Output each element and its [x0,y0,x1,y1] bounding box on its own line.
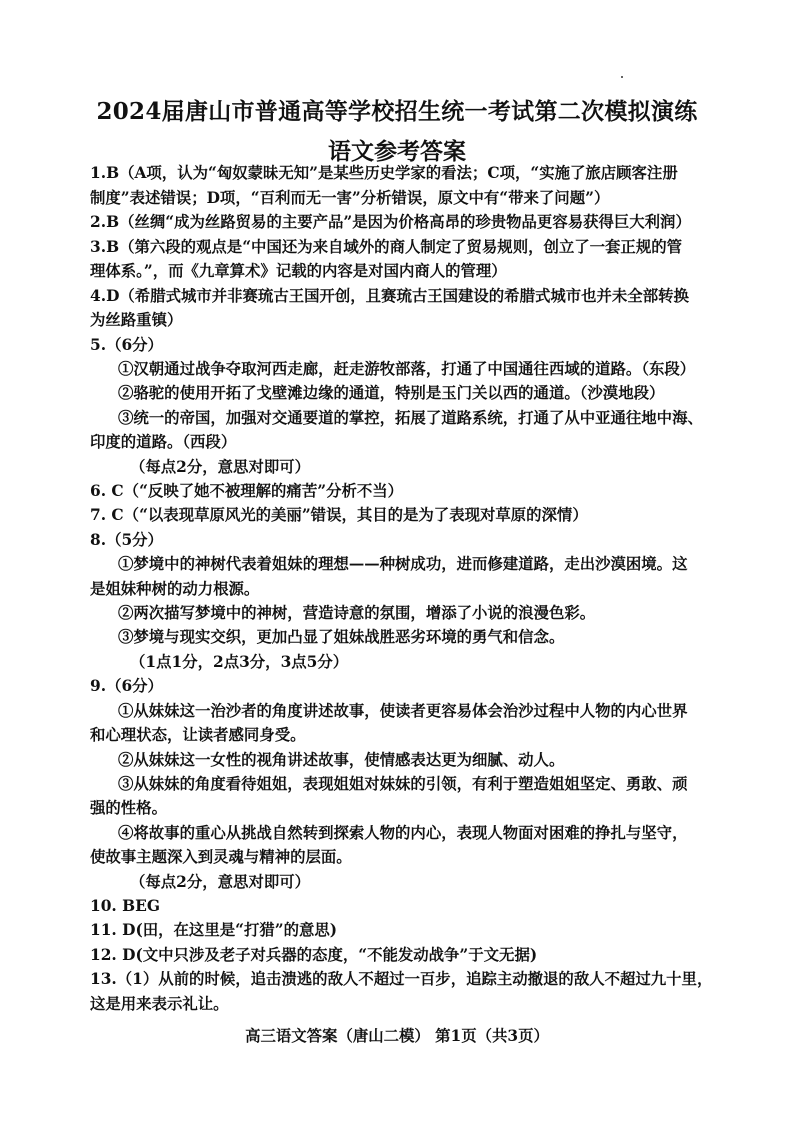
answer-line: ①梦境中的神树代表着姐妹的理想——种树成功，进而修建道路，走出沙漠困境。这 [118,555,688,573]
answer-line: ③从妹妹的角度看待姐姐，表现姐姐对妹妹的引领，有利于塑造姐姐坚定、勇敢、顽 [118,775,688,793]
page-subtitle: 语文参考答案 [328,138,466,165]
answer-line: （1点1分，2点3分，3点5分） [130,653,349,671]
answer-line: 9.（6分） [90,677,163,695]
answer-line: ③统一的帝国，加强对交通要道的掌控，拓展了道路系统，打通了从中亚通往地中海、 [118,409,703,427]
answer-line: ②从妹妹这一女性的视角讲述故事，使情感表达更为细腻、动人。 [118,751,565,769]
answer-line: 理体系。”，而《九章算术》记载的内容是对国内商人的管理） [90,262,507,280]
answer-line: 4.D（希腊式城市并非赛琉古王国开创，且赛琉古王国建设的希腊式城市也并未全部转换 [90,287,689,305]
answer-line: 1.B（A项，认为“匈奴蒙昧无知”是某些历史学家的看法；C项，“实施了旅店顾客注册 [90,164,678,182]
answer-line: 为丝路重镇） [90,311,183,329]
answer-line: 制度”表述错误；D项，“百利而无一害”分析错误，原文中有“带来了问题”） [90,189,610,207]
answer-line: （每点2分，意思对即可） [130,458,311,476]
answer-line: 10. BEG [90,897,161,915]
answer-line: 7. C（“以表现草原风光的美丽”错误，其目的是为了表现对草原的深情） [90,506,588,524]
answer-line: 这是用来表示礼让。 [90,995,229,1013]
answer-line: 6. C（“反映了她不被理解的痛苦”分析不当） [90,482,404,500]
answer-line: ②两次描写梦境中的神树，营造诗意的氛围，增添了小说的浪漫色彩。 [118,604,596,622]
page-footer: 高三语文答案（唐山二模） 第1页（共3页） [245,1027,549,1045]
answer-line: （每点2分，意思对即可） [130,873,311,891]
answer-line: 2.B（丝绸“成为丝路贸易的主要产品”是因为价格高昂的珍贵物品更容易获得巨大利润） [90,213,691,231]
page-title: 2024届唐山市普通高等学校招生统一考试第二次模拟演练 [96,98,698,125]
answer-line: ①汉朝通过战争夺取河西走廊，赶走游牧部落，打通了中国通往西域的道路。（东段） [118,360,696,378]
answer-line: ④将故事的重心从挑战自然转到探索人物的内心，表现人物面对困难的挣扎与坚守， [118,824,688,842]
answer-line: 3.B（第六段的观点是“中国还为来自域外的商人制定了贸易规则，创立了一套正规的管 [90,238,682,256]
answer-line: 13.（1）从前的时候，追击溃逃的敌人不超过一百步，追踪主动撤退的敌人不超过九十里， [90,970,713,988]
answer-line: 强的性格。 [90,799,167,817]
answer-line: 使故事主题深入到灵魂与精神的层面。 [90,848,352,866]
scan-dot [621,76,623,78]
answer-line: 是姐妹种树的动力根源。 [90,580,260,598]
answer-line: 和心理状态，让读者感同身受。 [90,726,306,744]
answer-line: 12. D(文中只涉及老子对兵器的态度，“不能发动战争”于文无据) [90,946,538,964]
answer-line: ①从妹妹这一治沙者的角度讲述故事，使读者更容易体会治沙过程中人物的内心世界 [118,702,688,720]
answer-line: ②骆驼的使用开拓了戈壁滩边缘的通道，特别是玉门关以西的通道。（沙漠地段） [118,384,665,402]
answer-line: 8.（5分） [90,531,163,549]
answer-line: 11. D(田，在这里是“打猎”的意思) [90,921,338,939]
answer-line: 印度的道路。（西段） [90,433,237,451]
answer-line: ③梦境与现实交织，更加凸显了姐妹战胜恶劣环境的勇气和信念。 [118,628,565,646]
answer-line: 5.（6分） [90,336,163,354]
